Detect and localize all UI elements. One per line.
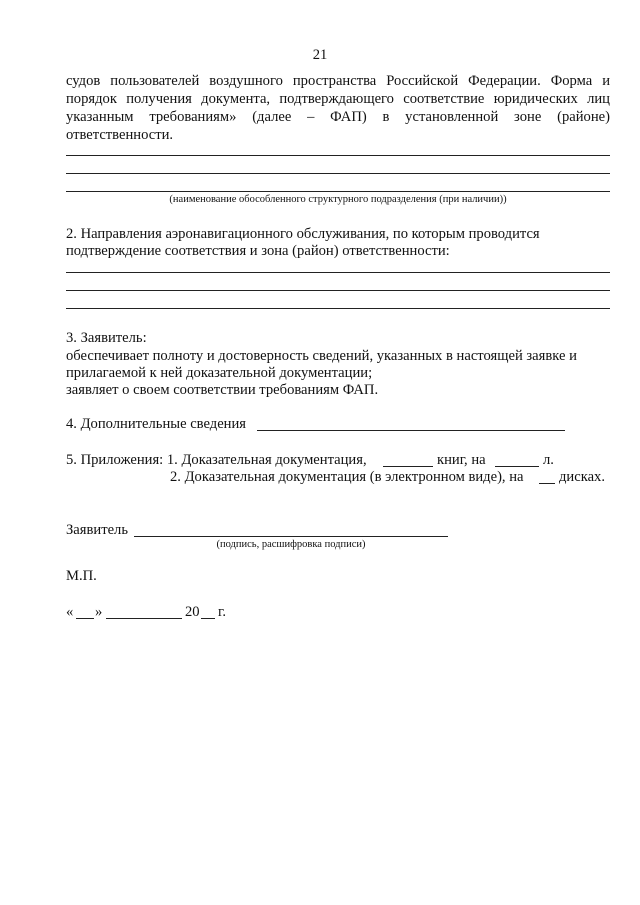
- applicant-label: Заявитель: [66, 522, 128, 538]
- applicant-signature-caption: (подпись, расшифровка подписи): [216, 539, 366, 550]
- stamp-label: М.П.: [66, 568, 97, 584]
- page-number: 21: [312, 47, 328, 63]
- section-2-blank-line-1[interactable]: [66, 272, 610, 273]
- disks-text: дисках.: [559, 469, 606, 485]
- section-4-label: 4. Дополнительные сведения: [66, 416, 246, 432]
- intro-line-2: порядок получения документа, подтверждающего соответствие юридических лиц: [66, 91, 610, 107]
- section-3-line-1: обеспечивает полноту и достоверность сведений, указанных в настоящей заявке и: [66, 348, 577, 364]
- section-3-line-3: заявляет о своем соответствии требованиям ФАП.: [66, 382, 379, 398]
- date-year-suffix: г.: [218, 604, 226, 620]
- section-5-label: 5. Приложения: 1. Доказательная документация,: [66, 452, 367, 468]
- section-5-item-2: 2. Доказательная документация (в электронном виде), на: [170, 469, 524, 485]
- date-month-blank[interactable]: [106, 618, 182, 619]
- intro-line-1: судов пользователей воздушного пространства Российской Федерации. Форма и: [66, 73, 610, 89]
- intro-line-4: ответственности.: [66, 127, 174, 143]
- applicant-signature-line[interactable]: [134, 536, 448, 537]
- subdivision-blank-line-2[interactable]: [66, 173, 610, 174]
- date-close-quote: »: [95, 604, 103, 620]
- subdivision-blank-line-3[interactable]: [66, 191, 610, 192]
- subdivision-blank-line-1[interactable]: [66, 155, 610, 156]
- sheets-count-blank[interactable]: [495, 466, 539, 467]
- books-count-blank[interactable]: [383, 466, 433, 467]
- sheets-text: л.: [543, 452, 554, 468]
- section-2-blank-line-3[interactable]: [66, 308, 610, 309]
- section-2-line-2: подтверждение соответствия и зона (район) ответственности:: [66, 243, 450, 259]
- section-2-line-1: 2. Направления аэронавигационного обслуживания, по которым проводится: [66, 226, 540, 242]
- date-open-quote: «: [66, 604, 74, 620]
- date-year-prefix: 20: [185, 604, 200, 620]
- section-3-title: 3. Заявитель:: [66, 330, 147, 346]
- disks-count-blank[interactable]: [539, 483, 555, 484]
- section-3-line-2: прилагаемой к ней доказательной документации;: [66, 365, 373, 381]
- date-year-blank[interactable]: [201, 618, 215, 619]
- subdivision-caption: (наименование обособленного структурного подразделения (при наличии)): [169, 194, 507, 205]
- section-2-blank-line-2[interactable]: [66, 290, 610, 291]
- books-text: книг, на: [437, 452, 486, 468]
- intro-line-3: указанным требованиям» (далее – ФАП) в установленной зоне (районе): [66, 109, 610, 125]
- date-day-blank[interactable]: [76, 618, 94, 619]
- section-4-blank-line[interactable]: [257, 430, 565, 431]
